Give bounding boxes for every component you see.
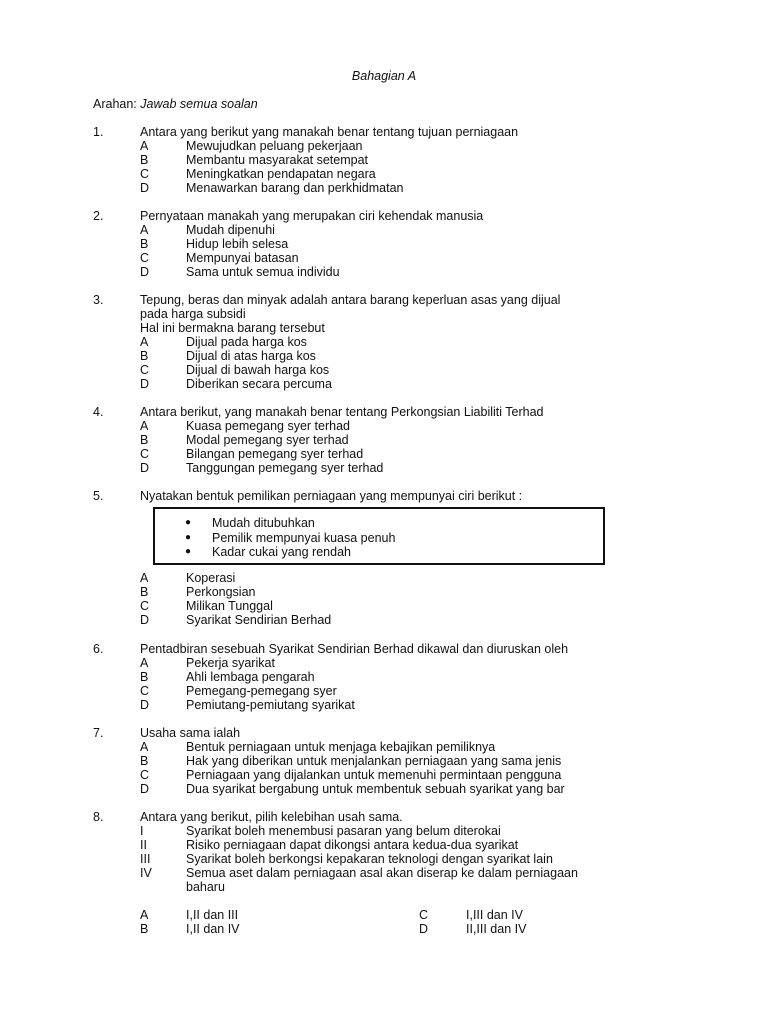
question-stem: Nyatakan bentuk pemilikan perniagaan yang mempunyai ciri berikut : bbox=[140, 489, 523, 503]
question-number: 6. bbox=[93, 642, 104, 656]
option-a: A Kuasa pemegang syer terhad bbox=[140, 419, 350, 433]
question-number: 5. bbox=[93, 489, 104, 503]
question-2 bbox=[93, 209, 713, 279]
instruction bbox=[93, 97, 258, 111]
question-8 bbox=[93, 810, 713, 936]
section-title: Bahagian A bbox=[351, 69, 417, 83]
question-stem: Antara yang berikut, pilih kelebihan usah sama. bbox=[140, 810, 403, 824]
option-d-text: II,III dan IV bbox=[466, 922, 527, 936]
question-number: 8. bbox=[93, 810, 104, 824]
option-b-letter: B bbox=[140, 922, 149, 936]
option-c-letter: C bbox=[419, 908, 429, 922]
instruction-label: Arahan: bbox=[93, 97, 137, 111]
option-b: B Modal pemegang syer terhad bbox=[140, 433, 349, 447]
option-d-letter: D bbox=[419, 922, 429, 936]
question-stem: Antara yang berikut yang manakah benar tentang tujuan perniagaan bbox=[140, 125, 519, 139]
option-d: D Tanggungan pemegang syer terhad bbox=[140, 461, 384, 475]
option-a: A Bentuk perniagaan untuk menjaga kebajikan pemiliknya bbox=[140, 740, 496, 754]
option-b: B Hidup lebih selesa bbox=[140, 237, 289, 251]
option-a: A Koperasi bbox=[140, 571, 236, 585]
option-c: C Perniagaan yang dijalankan untuk memenuhi permintaan pengguna bbox=[140, 768, 562, 782]
option-c: C Pemegang-pemegang syer bbox=[140, 684, 337, 698]
question-number: 2. bbox=[93, 209, 104, 223]
question-stem: Hal ini bermakna barang tersebut bbox=[140, 321, 325, 335]
option-b: B Hak yang diberikan untuk menjalankan perniagaan yang sama jenis bbox=[140, 754, 562, 768]
question-stem: pada harga subsidi bbox=[140, 307, 246, 321]
option-a: A Mewujudkan peluang pekerjaan bbox=[140, 139, 363, 153]
list-item: ● Pemilik mempunyai kuasa penuh bbox=[185, 530, 396, 545]
option-b: B Perkongsian bbox=[140, 585, 256, 599]
option-a-letter: A bbox=[140, 908, 149, 922]
option-d: D Pemiutang-pemiutang syarikat bbox=[140, 698, 355, 712]
list-item: ● Kadar cukai yang rendah bbox=[185, 545, 351, 559]
option-a-text: I,II dan III bbox=[186, 908, 239, 922]
question-stem: Antara berikut, yang manakah benar tentang Perkongsian Liabiliti Terhad bbox=[140, 405, 544, 419]
bullet-icon: ● bbox=[185, 517, 192, 528]
list-item: ● Mudah ditubuhkan bbox=[185, 516, 315, 530]
option-row-ac bbox=[93, 908, 713, 922]
question-4 bbox=[93, 405, 713, 475]
question-stem: Usaha sama ialah bbox=[140, 726, 241, 740]
option-c: C Milikan Tunggal bbox=[140, 599, 273, 613]
option-a: A Dijual pada harga kos bbox=[140, 335, 307, 349]
question-number: 3. bbox=[93, 293, 104, 307]
option-c: C Meningkatkan pendapatan negara bbox=[140, 167, 376, 181]
option-c: C Bilangan pemegang syer terhad bbox=[140, 447, 364, 461]
option-a: A Mudah dipenuhi bbox=[140, 223, 275, 237]
option-d: D Syarikat Sendirian Berhad bbox=[140, 613, 332, 627]
question-stem: Tepung, beras dan minyak adalah antara barang keperluan asas yang dijual bbox=[140, 293, 561, 307]
option-b: B Dijual di atas harga kos bbox=[140, 349, 316, 363]
question-6 bbox=[93, 642, 713, 712]
question-number: 7. bbox=[93, 726, 104, 740]
statement-iv: IV Semua aset dalam perniagaan asal akan diserap ke dalam perniagaan bbox=[140, 866, 578, 880]
bullet-icon: ● bbox=[185, 546, 192, 557]
question-3 bbox=[93, 293, 713, 391]
option-c: C Dijual di bawah harga kos bbox=[140, 363, 330, 377]
statement-iv-continued: baharu bbox=[186, 880, 225, 894]
question-stem: Pernyataan manakah yang merupakan ciri kehendak manusia bbox=[140, 209, 484, 223]
option-row-bd bbox=[93, 922, 713, 936]
option-d: D Diberikan secara percuma bbox=[140, 377, 332, 391]
question-number: 4. bbox=[93, 405, 104, 419]
option-b: B Membantu masyarakat setempat bbox=[140, 153, 369, 167]
characteristics-box bbox=[153, 507, 605, 565]
question-1 bbox=[93, 125, 713, 195]
option-d: D Dua syarikat bergabung untuk membentuk sebuah syarikat yang bar bbox=[140, 782, 565, 796]
instruction-text: Jawab semua soalan bbox=[140, 97, 258, 111]
option-a: A Pekerja syarikat bbox=[140, 656, 275, 670]
question-stem: Pentadbiran sesebuah Syarikat Sendirian Berhad dikawal dan diuruskan oleh bbox=[140, 642, 569, 656]
question-5 bbox=[93, 489, 713, 627]
option-d: D Sama untuk semua individu bbox=[140, 265, 340, 279]
option-d: D Menawarkan barang dan perkhidmatan bbox=[140, 181, 404, 195]
option-b: B Ahli lembaga pengarah bbox=[140, 670, 315, 684]
question-number: 1. bbox=[93, 125, 104, 139]
statement-iii: III Syarikat boleh berkongsi kepakaran teknologi dengan syarikat lain bbox=[140, 852, 553, 866]
question-7 bbox=[93, 726, 713, 796]
option-c: C Mempunyai batasan bbox=[140, 251, 299, 265]
option-c-text: I,III dan IV bbox=[466, 908, 523, 922]
statement-i: I Syarikat boleh menembusi pasaran yang belum diterokai bbox=[140, 824, 501, 838]
option-b-text: I,II dan IV bbox=[186, 922, 240, 936]
statement-ii: II Risiko perniagaan dapat dikongsi antara kedua-dua syarikat bbox=[140, 838, 519, 852]
bullet-icon: ● bbox=[185, 531, 192, 543]
